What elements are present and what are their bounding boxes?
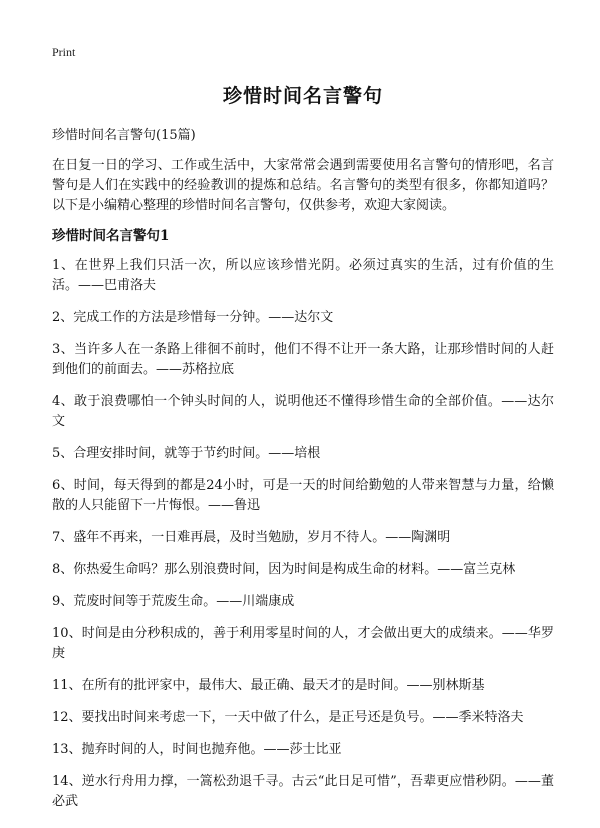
quote-item-10: 10、时间是由分秒积成的，善于利用零星时间的人，才会做出更大的成绩来。——华罗庚 — [52, 626, 554, 661]
quote-item-8: 8、你热爱生命吗？那么别浪费时间，因为时间是构成生命的材料。——富兰克林 — [52, 562, 516, 577]
quote-item-3: 3、当许多人在一条路上徘徊不前时，他们不得不让开一条大路，让那珍惜时间的人赶到他们的前面去。——苏格拉底 — [52, 342, 554, 377]
quote-item-7: 7、盛年不再来，一日难再晨，及时当勉励，岁月不待人。——陶渊明 — [52, 530, 451, 545]
quote-item-4: 4、敢于浪费哪怕一个钟头时间的人，说明他还不懂得珍惜生命的全部价值。——达尔文 — [52, 394, 554, 429]
quote-item-1: 1、在世界上我们只活一次，所以应该珍惜光阴。必须过真实的生活，过有价值的生活。——巴甫洛夫 — [52, 258, 554, 293]
quote-list — [52, 256, 554, 812]
quote-item-11: 11、在所有的批评家中，最伟大、最正确、最天才的是时间。——别林斯基 — [52, 678, 485, 693]
page-title: 珍惜时间名言警句 — [222, 85, 383, 107]
quote-item-9: 9、荒废时间等于荒废生命。——川端康成 — [52, 594, 295, 609]
intro-paragraph: 在日复一日的学习、工作或生活中，大家常常会遇到需要使用名言警句的情形吧，名言警句是人们在实践中的经验教训的提炼和总结。名言警句的类型有很多，你都知道吗？以下是小编精心整理的珍惜时间名言警句，仅供参考，欢迎大家阅读。 — [52, 158, 554, 213]
quote-item-14: 14、逆水行舟用力撑，一篙松劲退千寻。古云“此日足可惜”，吾辈更应惜秒阴。——董必武 — [52, 774, 554, 809]
quote-item-12: 12、要找出时间来考虑一下，一天中做了什么，是正号还是负号。——季米特洛夫 — [52, 710, 524, 725]
quote-item-6: 6、时间，每天得到的都是24小时，可是一天的时间给勤勉的人带来智慧与力量，给懒散的人只能留下一片悔恨。——鲁迅 — [52, 478, 554, 513]
quote-item-5: 5、合理安排时间，就等于节约时间。——培根 — [52, 446, 321, 461]
print-label: Print — [52, 45, 76, 59]
quote-item-13: 13、抛弃时间的人，时间也抛弃他。——莎士比亚 — [52, 742, 342, 757]
document-subtitle: 珍惜时间名言警句(15篇) — [52, 128, 196, 143]
quote-item-2: 2、完成工作的方法是珍惜每一分钟。——达尔文 — [52, 310, 334, 325]
section-heading: 珍惜时间名言警句1 — [52, 228, 170, 244]
